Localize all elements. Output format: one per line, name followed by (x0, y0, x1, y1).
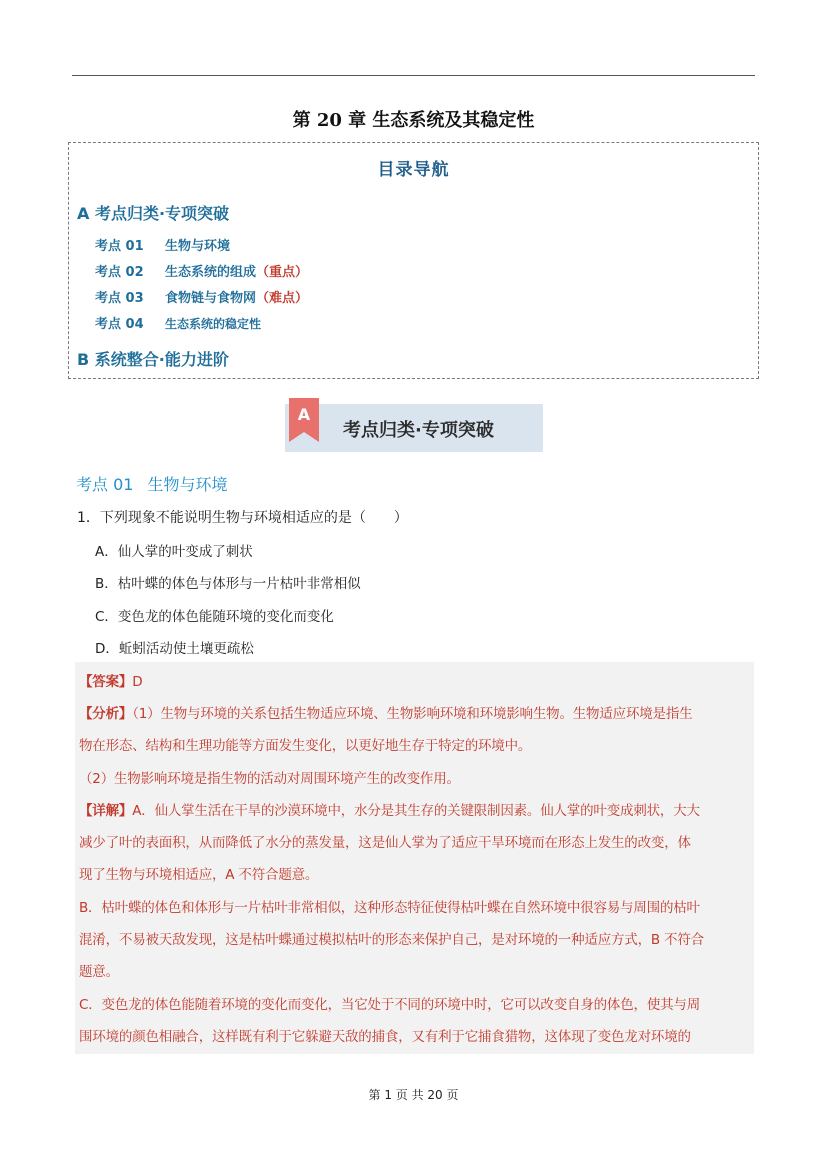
toc-item-01[interactable] (95, 235, 230, 254)
toc-item-label: 食物链与食物网 (165, 291, 257, 306)
toc-item-label: 生物与环境 (165, 239, 231, 254)
answer-label: 【分析】 (79, 706, 133, 722)
answer-line (79, 960, 755, 980)
answer-line (79, 896, 755, 916)
chapter-title: 第 20 章 生态系统及其稳定性 (292, 110, 535, 131)
page-footer: 第 1 页 共 20 页 (368, 1088, 459, 1102)
option-b: B．枯叶蝶的体色与体形与一片枯叶非常相似 (95, 576, 361, 592)
option-c: C．变色龙的体色能随环境的变化而变化 (95, 609, 334, 625)
answer-line (79, 993, 755, 1013)
answer-text: A．仙人掌生活在干旱的沙漠环境中，水分是其生存的关键限制因素。仙人掌的叶变成刺状，大大 (132, 803, 700, 819)
toc-item-number: 考点 01 (95, 239, 144, 254)
answer-line (79, 734, 755, 754)
answer-text: 减少了叶的表面积，从而降低了水分的蒸发量，这是仙人掌为了适应干旱环境而在形态上发生的改变，体 (79, 835, 691, 851)
toc-box (68, 142, 759, 379)
answer-text: （2）生物影响环境是指生物的活动对周围环境产生的改变作用。 (79, 771, 460, 787)
toc-section-b[interactable]: B 系统整合·能力进阶 (77, 350, 229, 369)
toc-section-a[interactable]: A 考点归类·专项突破 (77, 204, 230, 223)
answer-line (79, 1025, 755, 1045)
answer-line (79, 928, 755, 948)
toc-item-number: 考点 02 (95, 265, 144, 280)
answer-text: C．变色龙的体色能随着环境的变化而变化，当它处于不同的环境中时，它可以改变自身的体色，使其与周 (79, 997, 701, 1013)
answer-line (79, 863, 755, 883)
answer-text: 物在形态、结构和生理功能等方面发生变化，以更好地生存于特定的环境中。 (79, 738, 532, 754)
answer-line (79, 702, 755, 722)
toc-item-tag: （重点） (256, 265, 309, 280)
section-title: 生物与环境 (147, 475, 228, 494)
section-banner (285, 404, 543, 452)
toc-item-number: 考点 04 (95, 317, 144, 332)
section-heading (76, 472, 227, 495)
answer-text: 围环境的颜色相融合，这样既有利于它躲避天敌的捕食，又有利于它捕食猎物，这体现了变色龙对环境的 (79, 1029, 691, 1045)
option-a: A．仙人掌的叶变成了刺状 (95, 544, 253, 560)
answer-text: B．枯叶蝶的体色和体形与一片枯叶非常相似，这种形态特征使得枯叶蝶在自然环境中很容易与周围的枯叶 (79, 900, 700, 916)
answer-text: 题意。 (79, 964, 119, 980)
toc-item-label: 生态系统的组成 (165, 265, 257, 280)
toc-item-label: 生态系统的稳定性 (165, 317, 262, 331)
answer-text: （1）生物与环境的关系包括生物适应环境、生物影响环境和环境影响生物。生物适应环境是指生 (132, 706, 693, 722)
option-d: D．蚯蚓活动使土壤更疏松 (95, 641, 254, 657)
toc-item-03[interactable] (95, 287, 308, 306)
answer-line (79, 670, 755, 690)
answer-line (79, 767, 755, 787)
question-stem: 1．下列现象不能说明生物与环境相适应的是（ ） (77, 510, 408, 526)
answer-label: 【详解】 (79, 803, 133, 819)
toc-item-tag: （难点） (256, 291, 309, 306)
answer-line (79, 831, 755, 851)
answer-line (79, 799, 755, 819)
badge-letter: A (297, 405, 311, 424)
answer-label: 【答案】 (79, 674, 133, 690)
answer-text: 现了生物与环境相适应，A 不符合题意。 (79, 867, 319, 883)
toc-item-04[interactable] (95, 313, 261, 332)
bookmark-badge-icon (289, 398, 319, 442)
toc-heading: 目录导航 (377, 160, 450, 180)
toc-item-02[interactable] (95, 261, 308, 280)
header-rule (72, 75, 755, 76)
toc-item-number: 考点 03 (95, 291, 144, 306)
banner-title: 考点归类·专项突破 (343, 420, 494, 441)
answer-text: D (132, 674, 143, 690)
section-number: 考点 01 (76, 475, 134, 494)
answer-text: 混淆，不易被天敌发现，这是枯叶蝶通过模拟枯叶的形态来保护自己，是对环境的一种适应方式，B 不符合 (79, 932, 704, 948)
answer-panel (75, 662, 754, 1054)
